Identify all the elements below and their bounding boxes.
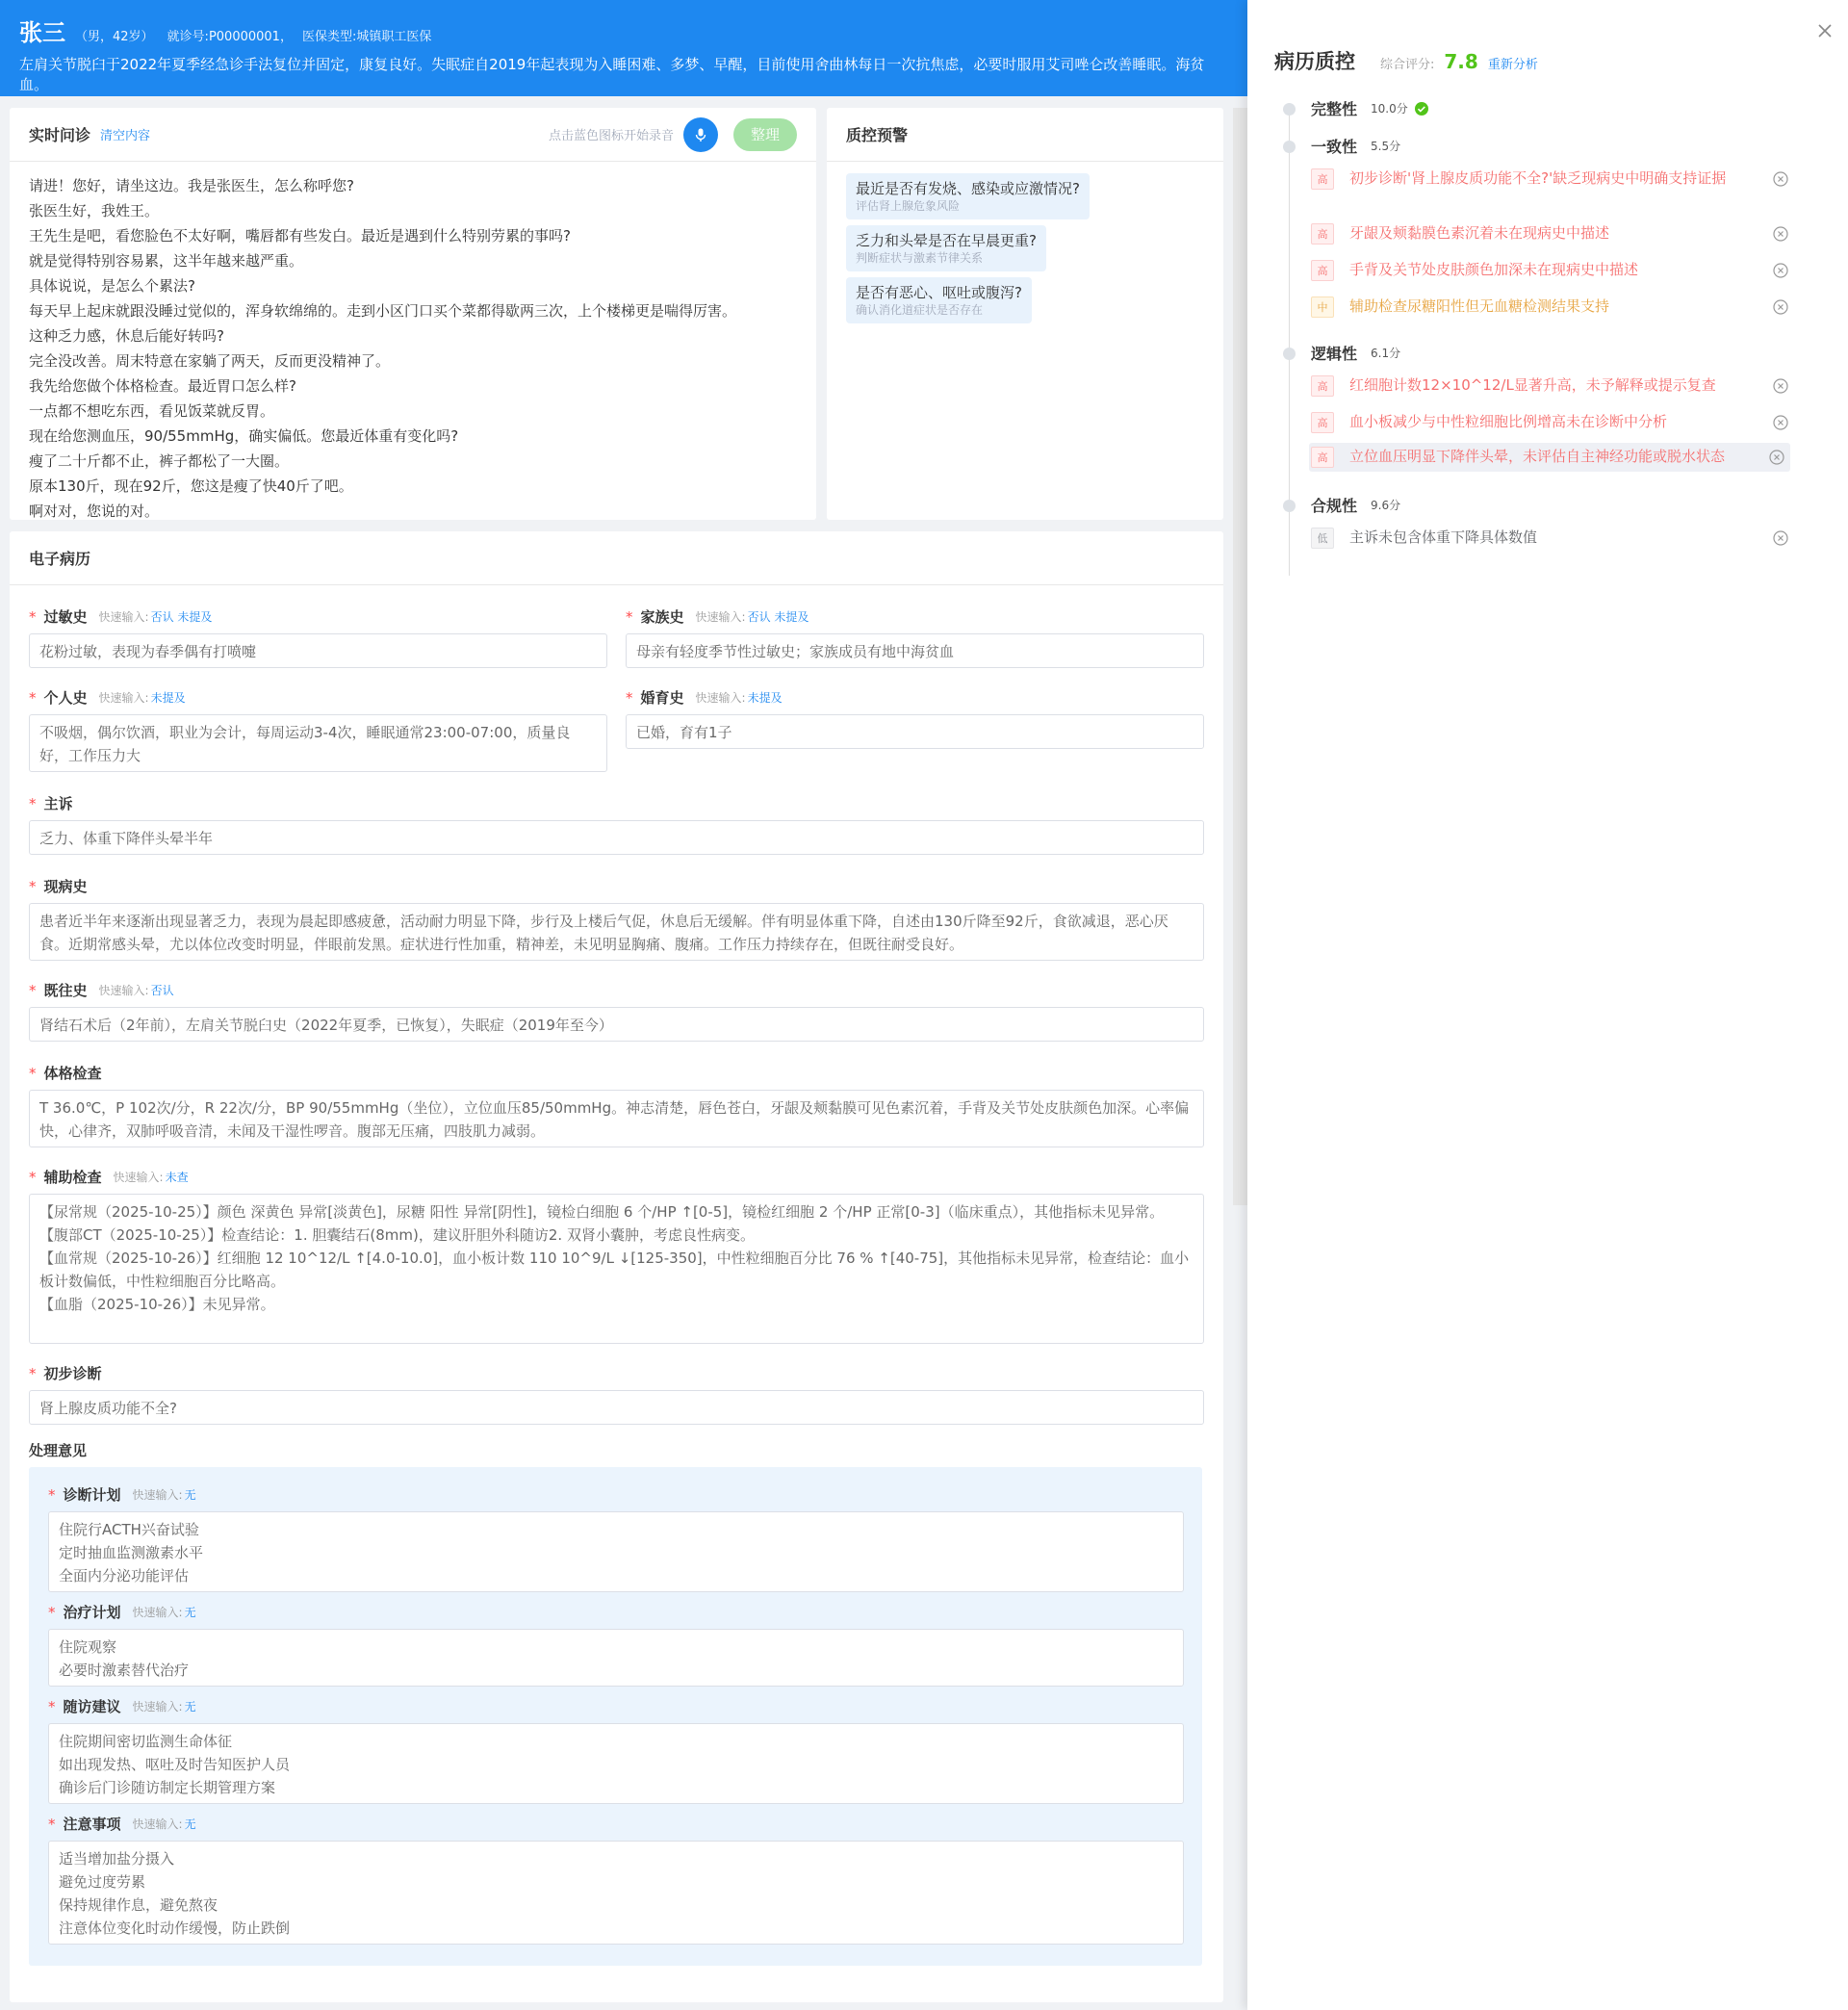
exam-label: 体格检查 (43, 1065, 102, 1082)
dialogue-line: 完全没改善。周末特意在家躺了两天，反而更没精神了。 (29, 352, 391, 370)
tx-plan-label: 治疗计划 (63, 1604, 121, 1621)
followup-label: 随访建议 (63, 1698, 121, 1715)
dialogue-line: 原本130斤，现在92斤，您这是瘦了快40斤了吧。 (29, 477, 353, 495)
overall-score: 7.8 (1444, 50, 1478, 73)
tx-plan-field[interactable]: 住院观察 必要时激素替代治疗 (48, 1629, 1184, 1687)
check-circle-icon (1414, 101, 1429, 116)
diag-label: 初步诊断 (43, 1365, 102, 1382)
severity-badge: 高 (1311, 168, 1334, 190)
issue-item[interactable] (1311, 375, 1788, 397)
present-label-row: * 现病史 (29, 877, 88, 895)
past-history-field[interactable]: 肾结石术后（2年前），左肩关节脱臼史（2022年夏季，已恢复），失眠症（2019年至今） (29, 1007, 1204, 1042)
close-icon[interactable] (1815, 21, 1835, 40)
inquiry-panel (10, 108, 816, 520)
marital-field[interactable]: 已婚，育有1子 (626, 714, 1204, 749)
category-name: 逻辑性 (1311, 345, 1358, 363)
notes-quick-options[interactable]: 无 (184, 1817, 196, 1831)
insurance-type: 城镇职工医保 (356, 30, 432, 44)
personal-label: 个人史 (43, 689, 88, 707)
issue-item-selected[interactable] (1309, 443, 1790, 472)
quality-title: 病历质控 (1274, 50, 1355, 73)
timeline-dot (1283, 500, 1296, 512)
exam-label-row: * 体格检查 (29, 1064, 102, 1082)
category-score: 10.0分 (1371, 102, 1408, 116)
dx-plan-quick-options[interactable]: 无 (184, 1488, 196, 1502)
alert-question-text: 乏力和头晕是否在早晨更重? (856, 232, 1037, 249)
dialogue-line: 这种乏力感，休息后能好转吗? (29, 327, 224, 345)
visit-id: P00000001， (208, 30, 293, 44)
quick-input-label: 快速输入: (132, 1488, 183, 1502)
aux-label-row: * 辅助检查 快速输入: 未查 (29, 1168, 189, 1186)
personal-quick-options[interactable]: 未提及 (150, 691, 186, 705)
quick-input-label: 快速输入: (98, 984, 149, 997)
dismiss-icon[interactable] (1773, 530, 1788, 546)
category-compliance (1311, 494, 1400, 516)
alert-question-sub: 评估肾上腺危象风险 (856, 199, 961, 213)
dismiss-icon[interactable] (1773, 171, 1788, 187)
family-label-row: * 家族史 快速输入: 否认 未提及 (626, 607, 809, 626)
dx-plan-field[interactable]: 住院行ACTH兴奋试验 定时抽血监测激素水平 全面内分泌功能评估 (48, 1511, 1184, 1592)
visit-label: 就诊号: (167, 30, 209, 44)
patient-name: 张三 (19, 19, 65, 46)
dialogue-transcript[interactable] (10, 162, 816, 520)
quick-input-label: 快速输入: (113, 1171, 164, 1184)
followup-field[interactable]: 住院期间密切监测生命体征 如出现发热、呕吐及时告知医护人员 确诊后门诊随访制定长期管理方案 (48, 1723, 1184, 1804)
tx-plan-label-row: * 治疗计划 快速输入: 无 (48, 1603, 196, 1621)
dialogue-line: 啊对对，您说的对。 (29, 502, 160, 520)
scroll-track[interactable] (1233, 108, 1247, 1205)
dx-plan-label: 诊断计划 (63, 1486, 121, 1504)
issue-item[interactable] (1311, 412, 1788, 433)
quick-input-label: 快速输入: (98, 610, 149, 624)
marital-label: 婚育史 (640, 689, 684, 707)
marital-quick-options[interactable]: 未提及 (747, 691, 783, 705)
category-consistency (1311, 135, 1400, 157)
reanalyze-link[interactable]: 重新分析 (1487, 58, 1538, 72)
dialogue-line: 请进！您好，请坐这边。我是张医生，怎么称呼您? (29, 177, 354, 194)
personal-field[interactable]: 不吸烟，偶尔饮酒，职业为会计，每周运动3-4次，睡眠通常23:00-07:00，质量良好，工作压力大 (29, 714, 607, 772)
past-label-row: * 既往史 快速输入: 否认 (29, 981, 174, 999)
category-name: 合规性 (1311, 497, 1358, 515)
issue-text: 牙龈及颊黏膜色素沉着未在现病史中描述 (1349, 224, 1610, 242)
past-label: 既往史 (43, 982, 88, 999)
tx-plan-quick-options[interactable]: 无 (184, 1606, 196, 1619)
aux-label: 辅助检查 (43, 1169, 102, 1186)
chief-complaint-field[interactable]: 乏力、体重下降伴头晕半年 (29, 820, 1204, 855)
quick-input-label: 快速输入: (132, 1700, 183, 1714)
aux-quick-options[interactable]: 未查 (165, 1171, 189, 1184)
microphone-icon (693, 127, 708, 142)
diag-label-row: * 初步诊断 (29, 1364, 102, 1382)
dismiss-icon[interactable] (1769, 450, 1784, 465)
category-name: 完整性 (1311, 100, 1358, 118)
alert-question[interactable] (846, 225, 1046, 271)
personal-label-row: * 个人史 快速输入: 未提及 (29, 688, 186, 707)
issue-item[interactable] (1311, 168, 1788, 190)
allergy-quick-options[interactable]: 否认 未提及 (150, 610, 213, 624)
family-quick-options[interactable]: 否认 未提及 (747, 610, 809, 624)
alert-question-text: 最近是否有发烧、感染或应激情况? (856, 180, 1080, 197)
present-label: 现病史 (43, 878, 88, 895)
alert-question-text: 是否有恶心、呕吐或腹泻? (856, 284, 1022, 301)
category-score: 5.5分 (1371, 140, 1401, 153)
notes-label: 注意事项 (63, 1816, 121, 1833)
notes-label-row: * 注意事项 快速输入: 无 (48, 1815, 196, 1833)
dx-plan-label-row: * 诊断计划 快速输入: 无 (48, 1485, 196, 1504)
qc-alert-title: 质控预警 (846, 126, 909, 144)
family-field[interactable]: 母亲有轻度季节性过敏史；家族成员有地中海贫血 (626, 633, 1204, 668)
dialogue-line: 王先生是吧，看您脸色不太好啊，嘴唇都有些发白。最近是遇到什么特别劳累的事吗? (29, 227, 571, 245)
microphone-button[interactable] (683, 117, 718, 152)
notes-field[interactable]: 适当增加盐分摄入 避免过度劳累 保持规律作息，避免熬夜 注意体位变化时动作缓慢，防止跌倒 (48, 1841, 1184, 1945)
dialogue-line: 我先给您做个体格检查。最近胃口怎么样? (29, 377, 296, 395)
plan-title: 处理意见 (29, 1442, 88, 1459)
dismiss-icon[interactable] (1773, 415, 1788, 430)
issue-item[interactable] (1311, 528, 1788, 549)
alert-question-sub: 判断症状与激素节律关系 (856, 251, 984, 265)
issue-text: 血小板减少与中性粒细胞比例增高未在诊断中分析 (1349, 413, 1668, 430)
emr-title: 电子病历 (29, 550, 91, 568)
chief-label: 主诉 (43, 795, 73, 812)
category-name: 一致性 (1311, 138, 1358, 156)
issue-text: 立位血压明显下降伴头晕，未评估自主神经功能或脱水状态 (1349, 448, 1726, 465)
patient-header (0, 0, 1247, 96)
diagnosis-field[interactable]: 肾上腺皮质功能不全? (29, 1390, 1204, 1425)
emr-panel (10, 531, 1223, 2002)
quick-input-label: 快速输入: (132, 1606, 183, 1619)
severity-badge: 高 (1311, 412, 1334, 433)
dismiss-icon[interactable] (1773, 378, 1788, 394)
alert-question[interactable] (846, 173, 1090, 219)
issue-text: 主诉未包含体重下降具体数值 (1349, 528, 1538, 546)
allergy-field[interactable]: 花粉过敏，表现为春季偶有打喷嚏 (29, 633, 607, 668)
treatment-plan-section (29, 1467, 1202, 1966)
severity-badge: 高 (1311, 447, 1334, 468)
dismiss-icon[interactable] (1773, 226, 1788, 242)
quick-input-label: 快速输入: (132, 1817, 183, 1831)
dialogue-line: 张医生好，我姓王。 (29, 202, 160, 219)
aux-exam-field[interactable]: 【尿常规（2025-10-25）】颜色 深黄色 异常[淡黄色]，尿糖 阳性 异常[阴性]，镜检白细胞 6 个/HP ↑[0-5]，镜检红细胞 2 个/HP 正常[0-3]（临床重点），其他指标未见异常。 【腹部CT（2025-10-25）】检查结论：1. 胆囊结石(8mm)，建议肝胆外科随访2. 双肾小囊肿，考虑良性病变。 【血常规（2025-10-26）】红细胞 12 10^12/L ↑[4.0-10.0]，血小板计数 110 10^9/L ↓[125-350]，中性粒细胞百分比 76 % ↑[40-75]，其他指标未见异常，检查结论：血小板计数偏低，中性粒细胞百分比略高。 【血脂（2025-10-26）】未见异常。 (29, 1194, 1204, 1344)
dialogue-line: 现在给您测血压，90/55mmHg，确实偏低。您最近体重有变化吗? (29, 427, 459, 445)
present-illness-field[interactable]: 患者近半年来逐渐出现显著乏力，表现为晨起即感疲惫，活动耐力明显下降，步行及上楼后气促，休息后无缓解。伴有明显体重下降，自述由130斤降至92斤，食欲减退，恶心厌食。近期常感头晕，尤以体位改变时明显，伴眼前发黑。症状进行性加重，精神差，未见明显胸痛、腹痛。工作压力持续存在，但既往耐受良好。 (29, 903, 1204, 961)
allergy-label-row: * 过敏史 快速输入: 否认 未提及 (29, 607, 213, 626)
issue-item[interactable] (1311, 296, 1788, 318)
issue-item[interactable] (1311, 260, 1788, 281)
dismiss-icon[interactable] (1773, 299, 1788, 315)
quality-control-panel (1247, 0, 1848, 2010)
dialogue-line: 具体说说，是怎么个累法? (29, 277, 195, 295)
category-score: 6.1分 (1371, 347, 1401, 360)
dialogue-line: 就是觉得特别容易累，这半年越来越严重。 (29, 252, 304, 270)
dialogue-line: 一点都不想吃东西，看见饭菜就反胃。 (29, 402, 275, 420)
qc-alert-panel (827, 108, 1223, 520)
dialogue-line: 每天早上起床就跟没睡过觉似的，浑身软绵绵的。走到小区门口买个菜都得歇两三次，上个楼梯更是喘得厉害。 (29, 302, 737, 320)
quick-input-label: 快速输入: (695, 691, 746, 705)
category-completeness (1311, 97, 1429, 119)
clear-content-link[interactable]: 清空内容 (100, 129, 151, 143)
issue-item[interactable] (1311, 223, 1788, 245)
physical-exam-field[interactable]: T 36.0℃，P 102次/分，R 22次/分，BP 90/55mmHg（坐位），立位血压85/50mmHg。神志清楚，唇色苍白，牙龈及颊黏膜可见色素沉着，手背及关节处皮肤颜色加深。心率偏快，心律齐，双肺呼吸音清，未闻及干湿性啰音。腹部无压痛，四肢肌力减弱。 (29, 1090, 1204, 1147)
alert-question[interactable] (846, 277, 1032, 323)
quick-input-label: 快速输入: (98, 691, 149, 705)
severity-badge: 高 (1311, 375, 1334, 397)
followup-label-row: * 随访建议 快速输入: 无 (48, 1697, 196, 1715)
organize-button[interactable]: 整理 (733, 118, 797, 151)
alert-question-sub: 确认消化道症状是否存在 (856, 303, 984, 317)
category-logic (1311, 342, 1400, 364)
severity-badge: 中 (1311, 296, 1334, 318)
severity-badge: 高 (1311, 260, 1334, 281)
family-label: 家族史 (640, 608, 684, 626)
issue-text: 手背及关节处皮肤颜色加深未在现病史中描述 (1349, 261, 1639, 278)
marital-label-row: * 婚育史 快速输入: 未提及 (626, 688, 783, 707)
patient-summary: 左肩关节脱臼于2022年夏季经急诊手法复位并固定，康复良好。失眠症自2019年起表现为入睡困难、多梦、早醒，目前使用舍曲林每日一次抗焦虑，必要时服用艾司唑仑改善睡眠。海贫血。 (19, 56, 1205, 93)
score-label: 综合评分: (1380, 58, 1435, 72)
chief-label-row: * 主诉 (29, 794, 73, 812)
issue-text: 红细胞计数12×10^12/L显著升高，未予解释或提示复查 (1349, 376, 1716, 394)
timeline-dot (1283, 348, 1296, 360)
severity-badge: 高 (1311, 223, 1334, 245)
inquiry-title: 实时问诊 (29, 126, 91, 144)
severity-badge: 低 (1311, 528, 1334, 549)
record-hint: 点击蓝色图标开始录音 (548, 129, 674, 143)
category-score: 9.6分 (1371, 499, 1401, 512)
followup-quick-options[interactable]: 无 (184, 1700, 196, 1714)
past-quick-options[interactable]: 否认 (150, 984, 174, 997)
insurance-label: 医保类型: (301, 30, 357, 44)
patient-demographics: （男，42岁） (75, 30, 154, 44)
quick-input-label: 快速输入: (695, 610, 746, 624)
issue-text: 初步诊断'肾上腺皮质功能不全?'缺乏现病史中明确支持证据 (1349, 169, 1727, 187)
timeline-dot (1283, 141, 1296, 153)
allergy-label: 过敏史 (43, 608, 88, 626)
timeline-dot (1283, 103, 1296, 116)
issue-text: 辅助检查尿糖阳性但无血糖检测结果支持 (1349, 297, 1610, 315)
dialogue-line: 瘦了二十斤都不止，裤子都松了一大圈。 (29, 452, 290, 470)
dismiss-icon[interactable] (1773, 263, 1788, 278)
